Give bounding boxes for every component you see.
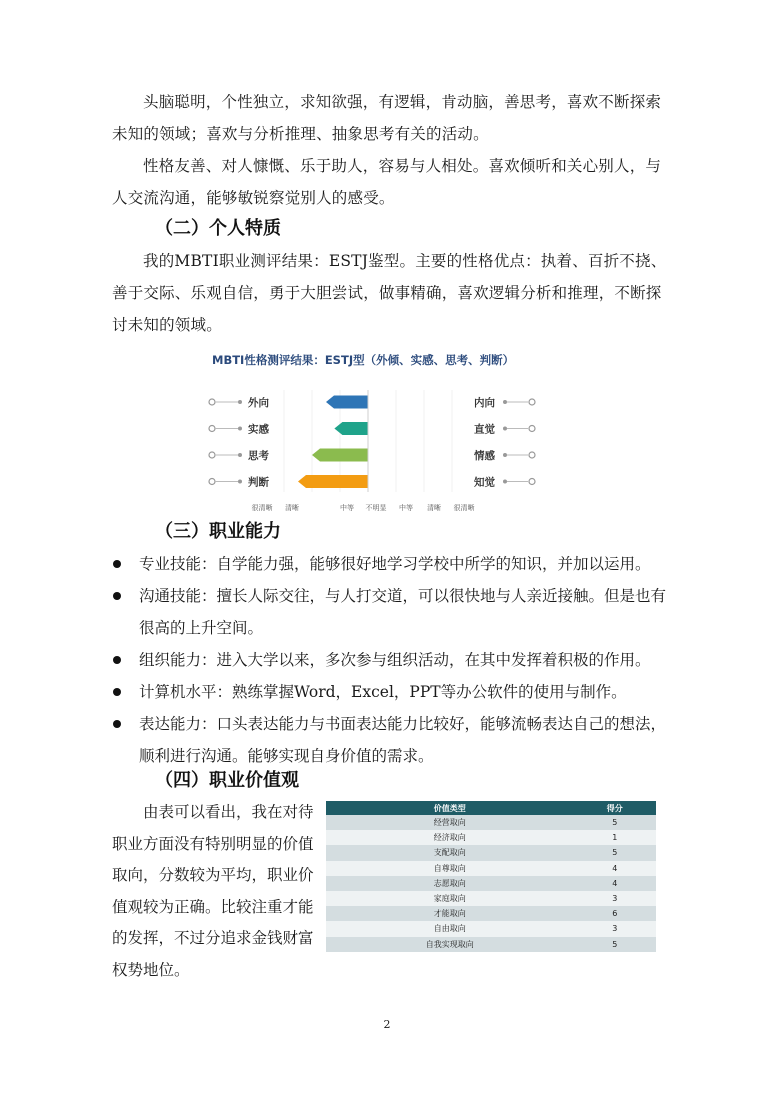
scale-tick-label: 中等 xyxy=(399,504,413,512)
connector-dot-icon xyxy=(529,452,535,458)
cell-score: 3 xyxy=(574,921,657,936)
cell-score: 1 xyxy=(574,830,657,845)
connector-dot-icon xyxy=(503,480,507,484)
mbti-chart-svg xyxy=(200,352,550,517)
table-row xyxy=(326,845,656,860)
connector-dot-icon xyxy=(503,453,507,457)
right-category-label: 内向 xyxy=(474,397,495,409)
connector-dot-icon xyxy=(529,479,535,485)
cell-score: 5 xyxy=(574,845,657,860)
connector-dot-icon xyxy=(238,453,242,457)
scale-tick-label: 中等 xyxy=(340,504,354,512)
right-category-label: 直觉 xyxy=(474,423,495,436)
table-row xyxy=(326,906,656,921)
cell-type: 志愿取向 xyxy=(326,876,574,891)
scale-tick-label: 很清晰 xyxy=(453,504,475,512)
cell-type: 家庭取向 xyxy=(326,891,574,906)
left-category-label: 实感 xyxy=(248,423,269,436)
cell-score: 6 xyxy=(574,906,657,921)
table-row xyxy=(326,830,656,845)
connector-dot-icon xyxy=(529,399,535,405)
list-item: 沟通技能：擅长人际交往，与人打交道，可以很快地与人亲近接触。但是也有很高的上升空间。 xyxy=(112,580,672,644)
cell-type: 自由取向 xyxy=(326,921,574,936)
list-item: 组织能力：进入大学以来，多次参与组织活动，在其中发挥着积极的作用。 xyxy=(112,644,672,676)
connector-dot-icon xyxy=(503,427,507,431)
table-row xyxy=(326,815,656,830)
table-row xyxy=(326,937,656,952)
left-category-label: 外向 xyxy=(248,397,269,409)
left-category-label: 思考 xyxy=(248,450,269,462)
connector-dot-icon xyxy=(209,452,215,458)
cell-type: 自尊取向 xyxy=(326,861,574,876)
table-row xyxy=(326,876,656,891)
paragraph-mbti-result: 我的MBTI职业测评结果：ESTJ鉴型。主要的性格优点：执着、百折不挠、善于交际、乐观自信，勇于大胆尝试，做事精确，喜欢逻辑分析和推理，不断探讨未知的领域。 xyxy=(112,252,667,334)
values-table xyxy=(326,801,656,952)
right-category-label: 情感 xyxy=(474,450,495,462)
cell-score: 4 xyxy=(574,861,657,876)
header-score: 得分 xyxy=(574,801,657,815)
connector-dot-icon xyxy=(503,400,507,404)
mbti-bar xyxy=(312,449,368,462)
table-row xyxy=(326,921,656,936)
scale-tick-label: 清晰 xyxy=(427,504,441,512)
cell-score: 5 xyxy=(574,937,657,952)
mbti-bar xyxy=(326,396,368,409)
mbti-bar xyxy=(298,475,368,488)
connector-dot-icon xyxy=(238,400,242,404)
section-heading-abilities: （三）职业能力 xyxy=(155,521,281,542)
abilities-list xyxy=(112,548,672,772)
table-row xyxy=(326,891,656,906)
scale-tick-label: 清晰 xyxy=(285,504,299,512)
paragraph-personality: 性格友善、对人慷慨、乐于助人，容易与人相处。喜欢倾听和关心别人，与人交流沟通，能够敏锐察觉别人的感受。 xyxy=(112,157,662,207)
header-value-type: 价值类型 xyxy=(326,801,574,815)
list-item: 计算机水平：熟练掌握Word，Excel，PPT等办公软件的使用与制作。 xyxy=(112,676,672,708)
mbti-bar xyxy=(334,422,368,435)
page-number: 2 xyxy=(383,1018,391,1031)
scale-tick-label: 很清晰 xyxy=(251,504,273,512)
connector-dot-icon xyxy=(529,426,535,432)
chart-title: MBTI性格测评结果：ESTJ型（外倾、实感、思考、判断） xyxy=(212,353,515,367)
cell-score: 5 xyxy=(574,815,657,830)
right-category-label: 知觉 xyxy=(474,476,495,489)
paragraph-intellect: 头脑聪明，个性独立，求知欲强，有逻辑，肯动脑，善思考，喜欢不断探索未知的领域；喜欢与分析推理、抽象思考有关的活动。 xyxy=(112,93,662,143)
cell-type: 经营取向 xyxy=(326,815,574,830)
cell-type: 才能取向 xyxy=(326,906,574,921)
cell-score: 4 xyxy=(574,876,657,891)
section-heading-traits: （二）个人特质 xyxy=(155,218,281,239)
connector-dot-icon xyxy=(238,480,242,484)
connector-dot-icon xyxy=(209,426,215,432)
cell-type: 经济取向 xyxy=(326,830,574,845)
cell-type: 自我实现取向 xyxy=(326,937,574,952)
connector-dot-icon xyxy=(238,427,242,431)
table-header-row xyxy=(326,801,656,815)
section-heading-values: （四）职业价值观 xyxy=(155,770,299,791)
table-row xyxy=(326,861,656,876)
list-item: 专业技能：自学能力强，能够很好地学习学校中所学的知识，并加以运用。 xyxy=(112,548,672,580)
list-item: 表达能力：口头表达能力与书面表达能力比较好，能够流畅表达自己的想法，顺利进行沟通。能够实现自身价值的需求。 xyxy=(112,708,672,772)
scale-tick-label: 不明显 xyxy=(365,504,387,512)
cell-type: 支配取向 xyxy=(326,845,574,860)
mbti-chart xyxy=(200,352,550,517)
cell-score: 3 xyxy=(574,891,657,906)
left-category-label: 判断 xyxy=(248,476,269,489)
connector-dot-icon xyxy=(209,399,215,405)
connector-dot-icon xyxy=(209,479,215,485)
paragraph-values: 由表可以看出，我在对待职业方面没有特别明显的价值取向，分数较为平均，职业价值观较为正确。比较注重才能的发挥，不过分追求金钱财富权势地位。 xyxy=(112,803,314,979)
